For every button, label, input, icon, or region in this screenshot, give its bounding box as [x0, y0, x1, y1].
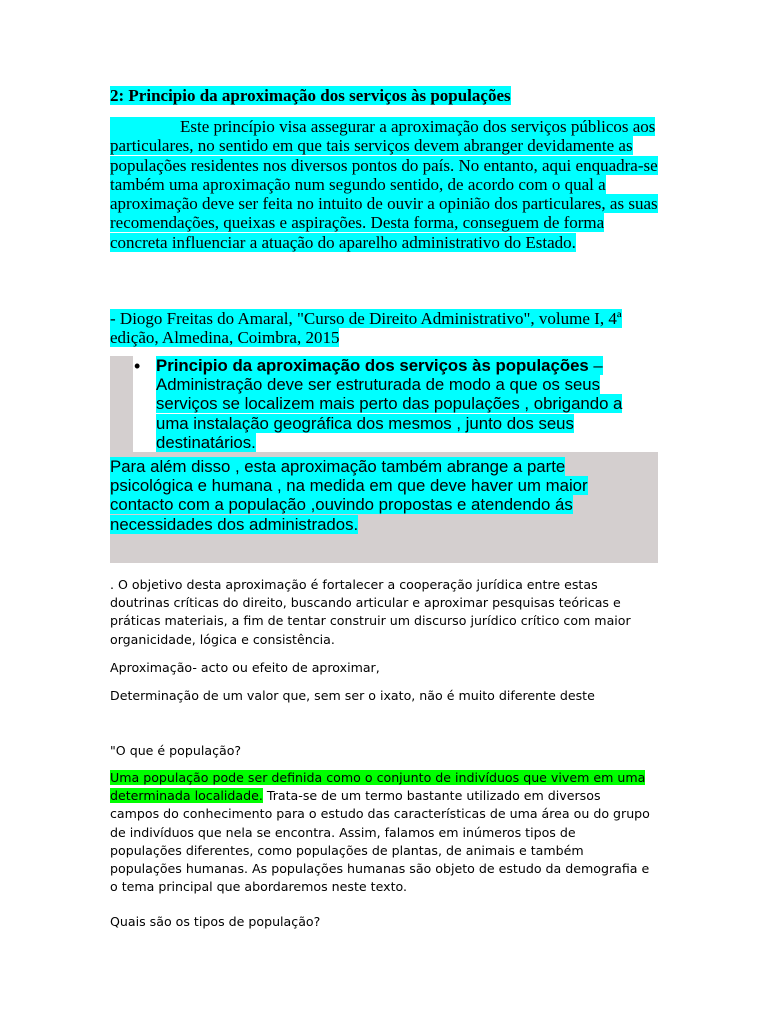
callout-bullet-title: Principio da aproximação dos serviços às populações	[156, 356, 589, 375]
objective-paragraph: . O objetivo desta aproximação é fortalecer a cooperação jurídica entre estas doutrinas críticas do direito, buscando articular e aproximar pesquisas teóricas e práticas materiais, a fim de tentar construir um discurso jurídico crítico com maior organicidade, lógica e consistência.	[110, 577, 631, 647]
citation	[110, 309, 650, 347]
population-definition-highlight: Uma população pode ser definida como o conjunto de indivíduos que vivem em uma determinada localidade.	[110, 770, 646, 804]
determination-definition: Determinação de um valor que, sem ser o ixato, não é muito diferente deste	[110, 688, 595, 703]
bullet-marker: •	[134, 356, 141, 376]
callout-bullet-text	[156, 356, 646, 452]
principle-paragraph-body: Este princípio visa assegurar a aproximação dos serviços públicos aos particulares, no sentido em que tais serviços devem abranger devidamente as populações residentes nos diversos pontos do país. No entanto, aqui enquadra-se também uma aproximação num segundo sentido, de acordo com o qual a aproximação deve ser feita no intuito de ouvir a opinião dos particulares, as suas recomendações, queixas e aspirações. Desta forma, conseguem de forma concreta influenciar a atuação do aparelho administrativo do Estado.	[110, 117, 658, 252]
section-heading	[110, 86, 511, 106]
callout-bullet-body: – Administração deve ser estruturada de modo a que os seus serviços se localizem mais perto das populações , obrigando a uma instalação geográfica dos mesmos , junto dos seus destinatários.	[156, 356, 623, 452]
population-definition-paragraph	[110, 769, 650, 896]
approximation-definition: Aproximação- acto ou efeito de aproximar,	[110, 660, 380, 675]
callout-after-text	[110, 457, 620, 534]
citation-text: - Diogo Freitas do Amaral, "Curso de Direito Administrativo", volume I, 4ª edição, Almedina, Coimbra, 2015	[110, 309, 622, 347]
callout-after-highlight: Para além disso , esta aproximação também abrange a parte psicológica e humana , na medida em que deve haver um maior contacto com a população ,ouvindo propostas e atendendo ás necessidades dos administrados.	[110, 457, 588, 534]
callout-bullet-highlight	[156, 356, 622, 452]
principle-paragraph-text	[110, 117, 658, 252]
section-heading-text: 2: Principio da aproximação dos serviços às populações	[110, 86, 511, 105]
callout-box	[110, 356, 658, 563]
population-types-question: Quais são os tipos de população?	[110, 914, 321, 929]
principle-paragraph	[110, 117, 658, 252]
population-definition-body: Trata-se de um termo bastante utilizado em diversos campos do conhecimento para o estudo das características de uma área ou do grupo de indivíduos que nela se encontra. Assim, falamos em inúmeros tipos de populações diferentes, como populações de plantas, de animais e também populações humanas. As populações humanas são objeto de estudo da demografia e o tema principal que abordaremos neste texto.	[110, 788, 650, 895]
population-question: "O que é população?	[110, 743, 242, 758]
